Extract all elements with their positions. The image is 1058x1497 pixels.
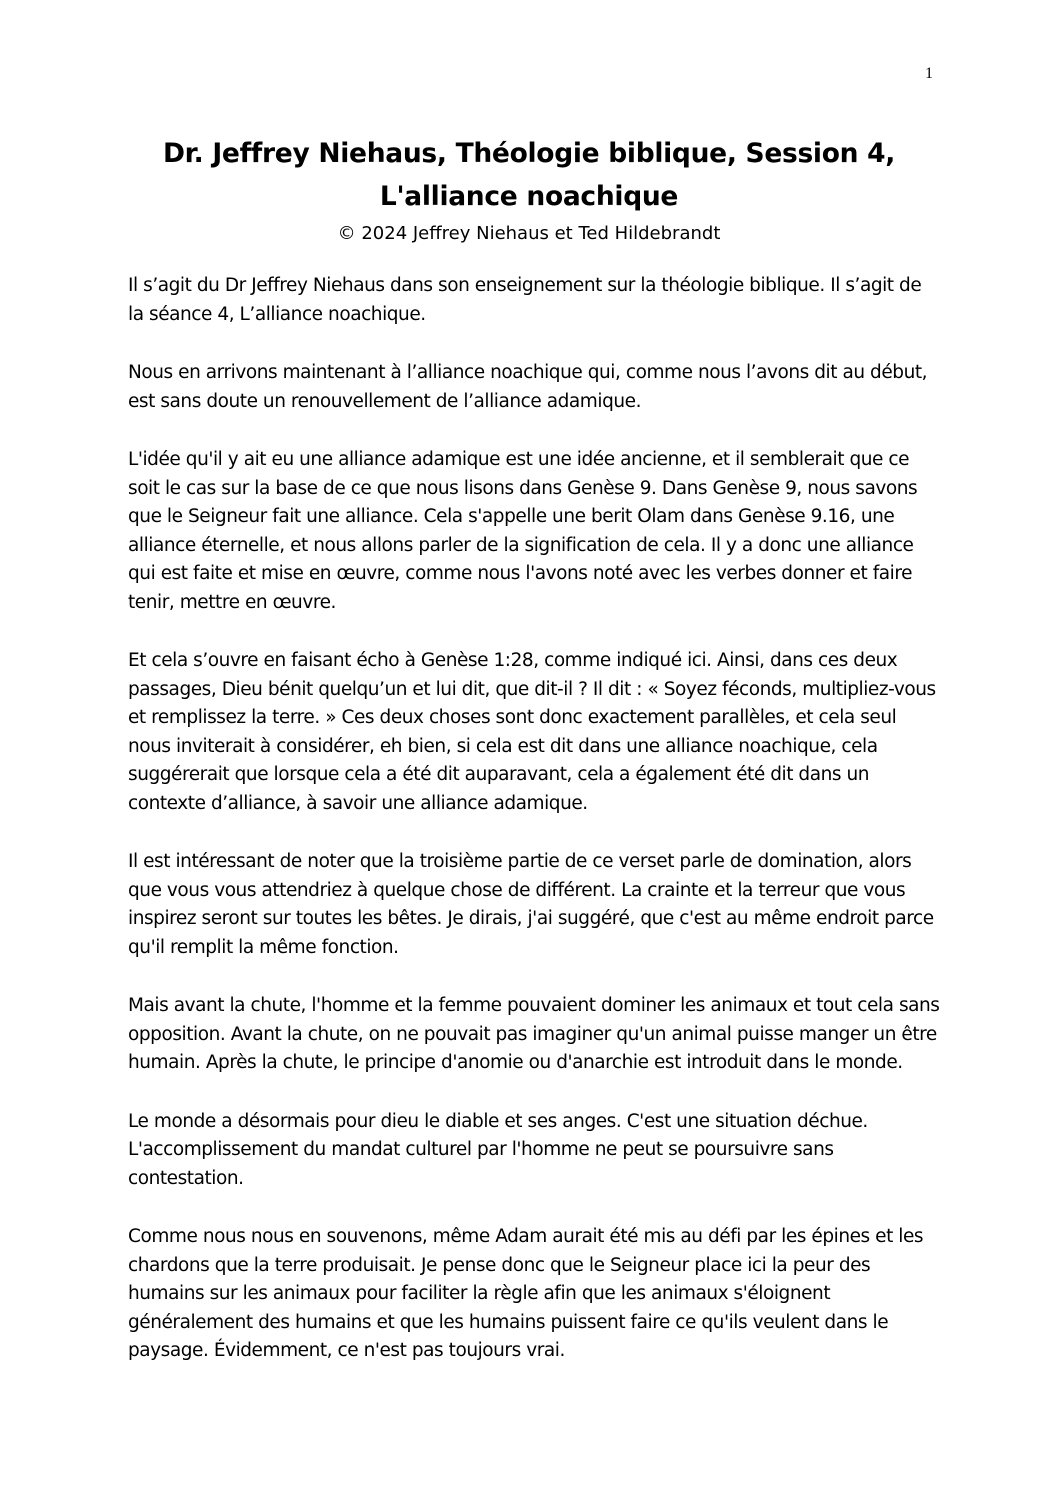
paragraph: Le monde a désormais pour dieu le diable et ses anges. C'est une situation déchue. L'accomplissement du mandat culturel par l'homme ne peut se poursuivre sans contestation. bbox=[128, 1110, 868, 1189]
paragraph: Il s’agit du Dr Jeffrey Niehaus dans son enseignement sur la théologie biblique. Il s’agit de la séance 4, L’alliance noachique. bbox=[128, 275, 922, 325]
paragraph: Nous en arrivons maintenant à l’alliance noachique qui, comme nous l’avons dit au début, est sans doute un renouvellement de l’alliance adamique. bbox=[128, 362, 928, 412]
page-number: 1 bbox=[925, 65, 933, 82]
paragraph: Comme nous nous en souvenons, même Adam aurait été mis au défi par les épines et les chardons que la terre produisait. Je pense donc que le Seigneur place ici la peur des humains sur les animaux pour faciliter la règle afin que les animaux s'éloignent généralement des humains et que les humains puissent faire ce qu'ils veulent dans le paysage. Évidemment, ce n'est pas toujours vrai. bbox=[128, 1226, 924, 1361]
paragraph: Mais avant la chute, l'homme et la femme pouvaient dominer les animaux et tout cela sans opposition. Avant la chute, on ne pouvait pas imaginer qu'un animal puisse manger un être humain. Après la chute, le principe d'anomie ou d'anarchie est introduit dans le monde. bbox=[128, 995, 940, 1073]
title-line-2: L'alliance noachique bbox=[379, 181, 679, 212]
title-line-1: Dr. Jeffrey Niehaus, Théologie biblique, Session 4, bbox=[162, 138, 896, 169]
document-header bbox=[60, 132, 998, 249]
page-title bbox=[60, 132, 998, 218]
document-body bbox=[128, 272, 940, 1396]
paragraph: Et cela s’ouvre en faisant écho à Genèse 1:28, comme indiqué ici. Ainsi, dans ces deux passages, Dieu bénit quelqu’un et lui dit, que dit-il ? Il dit : « Soyez féconds, multipliez-vous et remplissez la terre. » Ces deux choses sont donc exactement parallèles, et cela seul nous inviterait à considérer, eh bien, si cela est dit dans une alliance noachique, cela suggérerait que lorsque cela a été dit auparavant, cela a également été dit dans un contexte d’alliance, à savoir une alliance adamique. bbox=[128, 650, 936, 814]
paragraph: L'idée qu'il y ait eu une alliance adamique est une idée ancienne, et il semblerait que ce soit le cas sur la base de ce que nous lisons dans Genèse 9. Dans Genèse 9, nous savons que le Seigneur fait une alliance. Cela s'appelle une berit Olam dans Genèse 9.16, une alliance éternelle, et nous allons parler de la signification de cela. Il y a donc une alliance qui est faite et mise en œuvre, comme nous l'avons noté avec les verbes donner et faire tenir, mettre en œuvre. bbox=[128, 449, 918, 613]
paragraph: Il est intéressant de noter que la troisième partie de ce verset parle de domination, alors que vous vous attendriez à quelque chose de différent. La crainte et la terreur que vous inspirez seront sur toutes les bêtes. Je dirais, j'ai suggéré, que c'est au même endroit parce qu'il remplit la même fonction. bbox=[128, 851, 934, 958]
copyright-notice: © 2024 Jeffrey Niehaus et Ted Hildebrandt bbox=[337, 223, 721, 244]
